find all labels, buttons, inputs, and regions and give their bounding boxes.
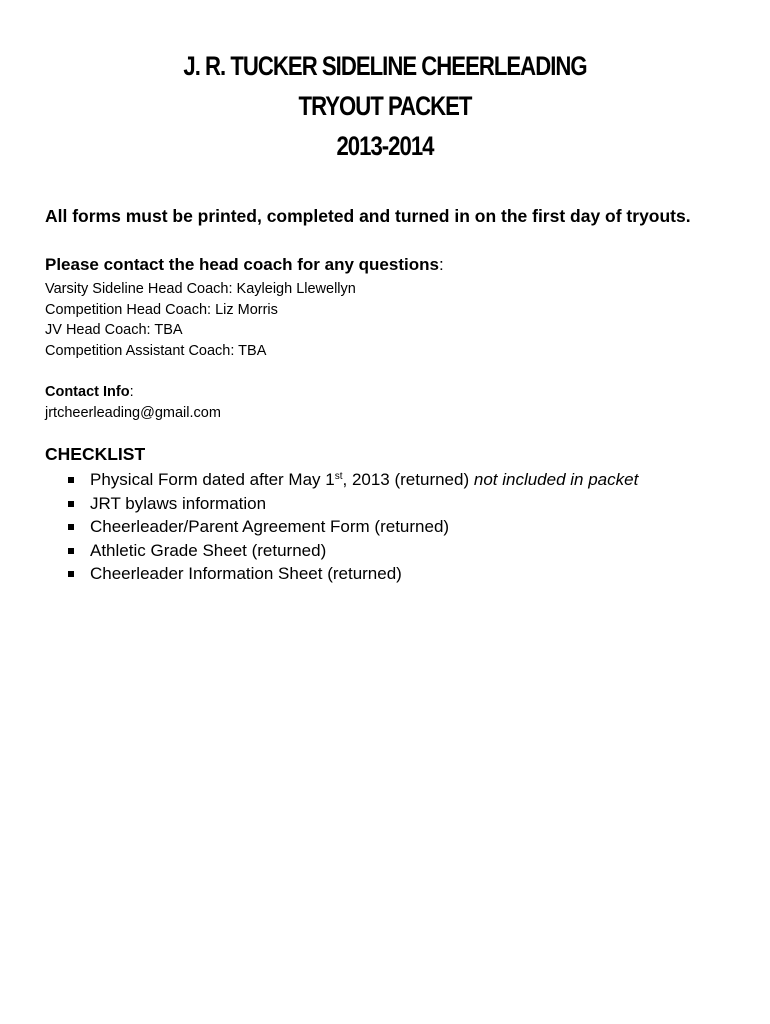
coach-competition-head: Competition Head Coach: Liz Morris — [45, 301, 278, 318]
physical-form-date: , 2013 (returned) — [342, 470, 474, 489]
title-packet: TRYOUT PACKET — [298, 91, 472, 121]
bylaws-text: JRT bylaws information — [90, 493, 267, 513]
contact-info-label: Contact Info — [45, 384, 130, 400]
checklist-item-grade-sheet — [66, 539, 638, 563]
coach-jv-head: JV Head Coach: TBA — [45, 322, 183, 339]
physical-form-text: Physical Form dated after May 1 — [90, 470, 335, 489]
contact-heading-colon: : — [438, 255, 444, 274]
forms-notice: All forms must be printed, completed and turned in on the first day of tryouts. — [45, 206, 691, 226]
contact-heading — [45, 255, 444, 275]
checklist-title: CHECKLIST — [45, 444, 146, 464]
checklist-item-information-sheet — [66, 562, 638, 586]
checklist-item-agreement-form — [66, 515, 638, 539]
physical-form-ordinal: st — [334, 471, 343, 482]
checklist-item-physical-form — [66, 468, 638, 492]
title-school-name: J. R. TUCKER SIDELINE CHEERLEADING — [183, 51, 587, 81]
coach-varsity-sideline: Varsity Sideline Head Coach: Kayleigh Llewellyn — [45, 281, 356, 297]
document-title — [0, 46, 770, 166]
contact-heading-text: Please contact the head coach for any questions — [45, 255, 439, 274]
contact-email: jrtcheerleading@gmail.com — [45, 405, 221, 421]
coach-competition-assistant: Competition Assistant Coach: TBA — [45, 343, 267, 360]
square-bullet-icon — [68, 548, 74, 554]
checklist — [66, 468, 638, 586]
agreement-form-text: Cheerleader/Parent Agreement Form (returned) — [90, 517, 450, 537]
checklist-item-bylaws — [66, 492, 638, 516]
contact-info-colon: : — [129, 384, 134, 400]
square-bullet-icon — [68, 477, 74, 483]
contact-info-label-row — [45, 382, 221, 403]
physical-form-note: not included in packet — [473, 470, 639, 489]
coach-list — [45, 279, 356, 362]
square-bullet-icon — [68, 524, 74, 530]
square-bullet-icon — [68, 501, 74, 507]
grade-sheet-text: Athletic Grade Sheet (returned) — [90, 540, 327, 560]
title-year: 2013-2014 — [336, 131, 434, 161]
contact-info — [45, 382, 221, 424]
square-bullet-icon — [68, 571, 74, 577]
information-sheet-text: Cheerleader Information Sheet (returned) — [90, 564, 402, 584]
